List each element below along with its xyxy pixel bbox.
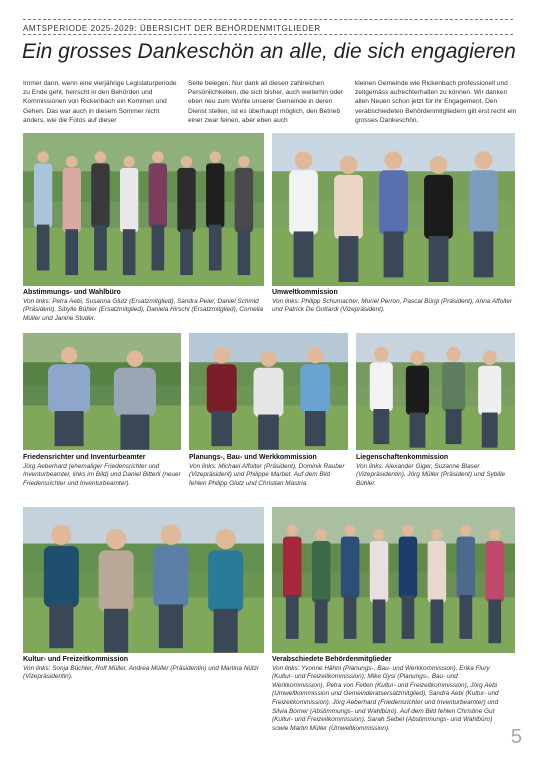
person-head — [410, 351, 424, 365]
intro-column-3: kleinen Gemeinde wie Rickenbach professionell und zeitgemäss aufrechterhalten zu können. Wir danken allen Neuen schon jetzt für ihr Engagement. Den verabschiedeten Behördenmitgliedern gilt erst recht ein grosses Dankeschön. — [355, 80, 517, 124]
person-head — [475, 151, 493, 169]
person-head — [61, 347, 77, 363]
person-body — [206, 163, 224, 227]
person-legs — [120, 415, 149, 450]
caption-title: Umweltkommission — [272, 289, 338, 296]
person-legs — [152, 225, 165, 271]
photo-planung — [189, 333, 348, 450]
photo-liegenschaften — [356, 333, 515, 450]
person-body — [428, 541, 447, 602]
photo-verabschiedet — [272, 507, 515, 653]
person-body — [478, 366, 501, 415]
person-head — [315, 529, 327, 541]
person-head — [95, 151, 106, 162]
person-legs — [49, 604, 73, 648]
group-photo-illustration — [189, 333, 348, 450]
caption-title: Liegenschaftenkommission — [356, 454, 449, 461]
person-legs — [409, 413, 425, 448]
group-photo-illustration — [356, 333, 515, 450]
page-number: 5 — [510, 726, 522, 748]
person-head — [152, 151, 163, 162]
person-legs — [429, 236, 449, 282]
person-legs — [474, 231, 494, 277]
group-photo-illustration — [272, 133, 515, 286]
person-body — [120, 168, 138, 232]
person-head — [374, 347, 388, 361]
person-body — [235, 168, 253, 232]
person-body — [254, 368, 284, 417]
person-head — [430, 156, 448, 174]
person-body — [208, 550, 243, 611]
person-head — [307, 347, 323, 363]
person-legs — [214, 609, 238, 653]
person-legs — [373, 409, 389, 444]
person-legs — [94, 225, 107, 271]
person-head — [489, 529, 501, 541]
person-legs — [37, 225, 50, 271]
photo-lawn — [23, 406, 181, 450]
person-head — [214, 347, 230, 363]
person-head — [37, 151, 48, 162]
caption-title: Verabschiedete Behördenmitglieder — [272, 656, 392, 663]
person-legs — [104, 609, 128, 653]
person-body — [442, 362, 465, 411]
caption-title: Kultur- und Freizeitkommission — [23, 656, 129, 663]
caption-liegenschaften — [356, 454, 515, 488]
person-head — [106, 529, 126, 549]
person-body — [91, 163, 109, 227]
person-legs — [384, 231, 404, 277]
person-head — [340, 156, 358, 174]
person-legs — [482, 413, 498, 448]
person-head — [215, 529, 235, 549]
caption-body: Von links: Philipp Schumacher, Muriel Perron, Pascal Bürgi (Präsident), Anna Affolter und Patrick De Gottardi (Vizepräsident). — [272, 297, 513, 314]
photo-trees — [272, 544, 515, 602]
person-body — [334, 175, 363, 239]
caption-title: Abstimmungs- und Wahlbüro — [23, 289, 121, 296]
person-legs — [315, 599, 328, 643]
top-rule — [23, 19, 513, 20]
intro-column-2: Seite belegen. Nur dank all diesen zahlreichen Persönlichkeiten, die sich bisher, auch weiterhin oder eben neu zum Wohle unserer Gemeinde in deren Dienst stellen, ist es überhaupt möglich, den Betrieb einer zwar feinen, aber eben auch — [188, 80, 344, 124]
person-legs — [286, 595, 299, 639]
caption-planung — [189, 454, 348, 488]
person-body — [370, 541, 389, 602]
person-legs — [238, 229, 251, 275]
person-head — [123, 156, 134, 167]
person-legs — [446, 409, 462, 444]
person-body — [457, 537, 476, 598]
person-legs — [211, 411, 232, 446]
person-body — [485, 541, 504, 602]
person-legs — [55, 411, 84, 446]
person-body — [379, 170, 408, 234]
person-body — [149, 163, 167, 227]
person-legs — [402, 595, 415, 639]
person-body — [399, 537, 418, 598]
person-body — [283, 537, 302, 598]
group-photo-illustration — [23, 333, 181, 450]
person-legs — [488, 599, 501, 643]
person-body — [370, 362, 393, 411]
person-body — [312, 541, 331, 602]
group-photo-illustration — [272, 507, 515, 653]
person-head — [181, 156, 192, 167]
person-legs — [258, 415, 279, 450]
person-legs — [373, 599, 386, 643]
caption-kultur — [23, 656, 264, 682]
caption-body: Von links: Yvonne Hähni (Planungs-, Bau- und Werkkommission), Erika Flury (Kultur- und Freizeitkommission), Mike Gysi (Planungs-, Bau- und Werkkommission), Petra von Felten (Kultur- und Freizeitkommission), Jörg Aebi (Umweltkommission und Gemeinderatsersatzmitglied), Sandra Aebi (Kultur- und Freizeitkommission), Jörg Aeberhard (Friedensrichter und Inventurbeamter) und Silvia Borner (Abstimmungs- und Wahlbüro). Auf dem Bild fehlen Christine Gut (Kultur- und Freizeitkommission), Sarah Seibel (Abstimmungs- und Wahlbüro) sowie Martin Müller (Umweltkommission). — [272, 664, 499, 732]
person-head — [51, 525, 71, 545]
page-title: Ein grosses Dankeschön an alle, die sich engagieren — [22, 40, 516, 63]
caption-abstimmung — [23, 289, 264, 323]
person-head — [482, 351, 496, 365]
photo-abstimmung — [23, 133, 264, 286]
caption-title: Friedensrichter und Inventurbeamter — [23, 454, 146, 461]
caption-body: Von links: Petra Aebi, Susanna Glutz (Ersatzmitglied), Sandra Peier, Daniel Schmid (Präsident), Sibylle Bühler (Ersatzmitglied), Daniela Hirschi (Ersatzmitglied), Cornelia Müller und Janine Studer. — [23, 297, 264, 322]
person-legs — [159, 604, 183, 648]
person-body — [424, 175, 453, 239]
person-legs — [294, 231, 314, 277]
caption-verabschiedet — [272, 656, 508, 733]
person-legs — [180, 229, 193, 275]
person-body — [341, 537, 360, 598]
person-legs — [65, 229, 78, 275]
caption-friedensrichter — [23, 454, 181, 488]
person-head — [460, 525, 472, 537]
group-photo-illustration — [23, 507, 264, 653]
person-head — [344, 525, 356, 537]
person-body — [44, 546, 79, 607]
person-body — [63, 168, 81, 232]
caption-umwelt — [272, 289, 515, 315]
photo-lawn — [272, 598, 515, 653]
person-body — [99, 550, 134, 611]
photo-lawn — [23, 228, 264, 286]
caption-title: Planungs-, Bau- und Werkkommission — [189, 454, 317, 461]
person-legs — [123, 229, 136, 275]
photo-friedensrichter — [23, 333, 181, 450]
person-head — [446, 347, 460, 361]
person-legs — [459, 595, 472, 639]
person-body — [34, 163, 52, 227]
person-legs — [344, 595, 357, 639]
group-photo-illustration — [23, 133, 264, 286]
person-head — [161, 525, 181, 545]
photo-umwelt — [272, 133, 515, 286]
person-body — [48, 364, 90, 413]
person-head — [385, 151, 403, 169]
caption-body: Von links: Michael Affolter (Präsident), Dominik Rauber (Vizepräsident) und Philippe Marbet. Auf dem Bild fehlen Philipp Glutz und Christian Mastria. — [189, 462, 345, 487]
person-head — [373, 529, 385, 541]
person-body — [289, 170, 318, 234]
person-head — [238, 156, 249, 167]
person-head — [402, 525, 414, 537]
person-body — [114, 368, 156, 417]
person-legs — [209, 225, 222, 271]
person-head — [286, 525, 298, 537]
section-label: AMTSPERIODE 2025-2029: ÜBERSICHT DER BEHÖRDENMITGLIEDER — [23, 24, 321, 33]
photo-trees — [23, 362, 181, 409]
person-legs — [305, 411, 326, 446]
photo-trees — [23, 171, 264, 232]
person-body — [469, 170, 498, 234]
photo-kultur — [23, 507, 264, 653]
intro-column-1: Immer dann, wenn eine vierjährige Legislaturperiode zu Ende geht, herrscht in den Behörden und Kommissionen von Rickenbach ein Kommen und Gehen. Das war auch in diesem Sommer nicht anders, wie die Fotos auf dieser — [23, 80, 177, 124]
caption-body: Von links: Alexander Giger, Suzanne Blaser (Vizepräsidentin), Jörg Müller (Präsident) und Sybille Bühler. — [356, 462, 506, 487]
person-head — [127, 351, 143, 367]
person-legs — [339, 236, 359, 282]
person-body — [153, 546, 188, 607]
person-body — [177, 168, 195, 232]
person-head — [260, 351, 276, 367]
header-rule — [23, 34, 513, 35]
person-head — [431, 529, 443, 541]
person-head — [295, 151, 313, 169]
person-head — [209, 151, 220, 162]
caption-body: Von links: Sonja Büchler, Rolf Müller, Andrea Müller (Präsidentin) und Martina Nützi (Vizepräsidentin). — [23, 664, 259, 681]
person-body — [207, 364, 237, 413]
caption-body: Jörg Aeberhard (ehemaliger Friedensrichter und Inventurbeamter, links im Bild) und Daniel Bitterli (neuer Friedensrichter und Inventurbeamter). — [23, 462, 181, 487]
person-legs — [431, 599, 444, 643]
person-body — [406, 366, 429, 415]
person-head — [66, 156, 77, 167]
person-body — [300, 364, 330, 413]
